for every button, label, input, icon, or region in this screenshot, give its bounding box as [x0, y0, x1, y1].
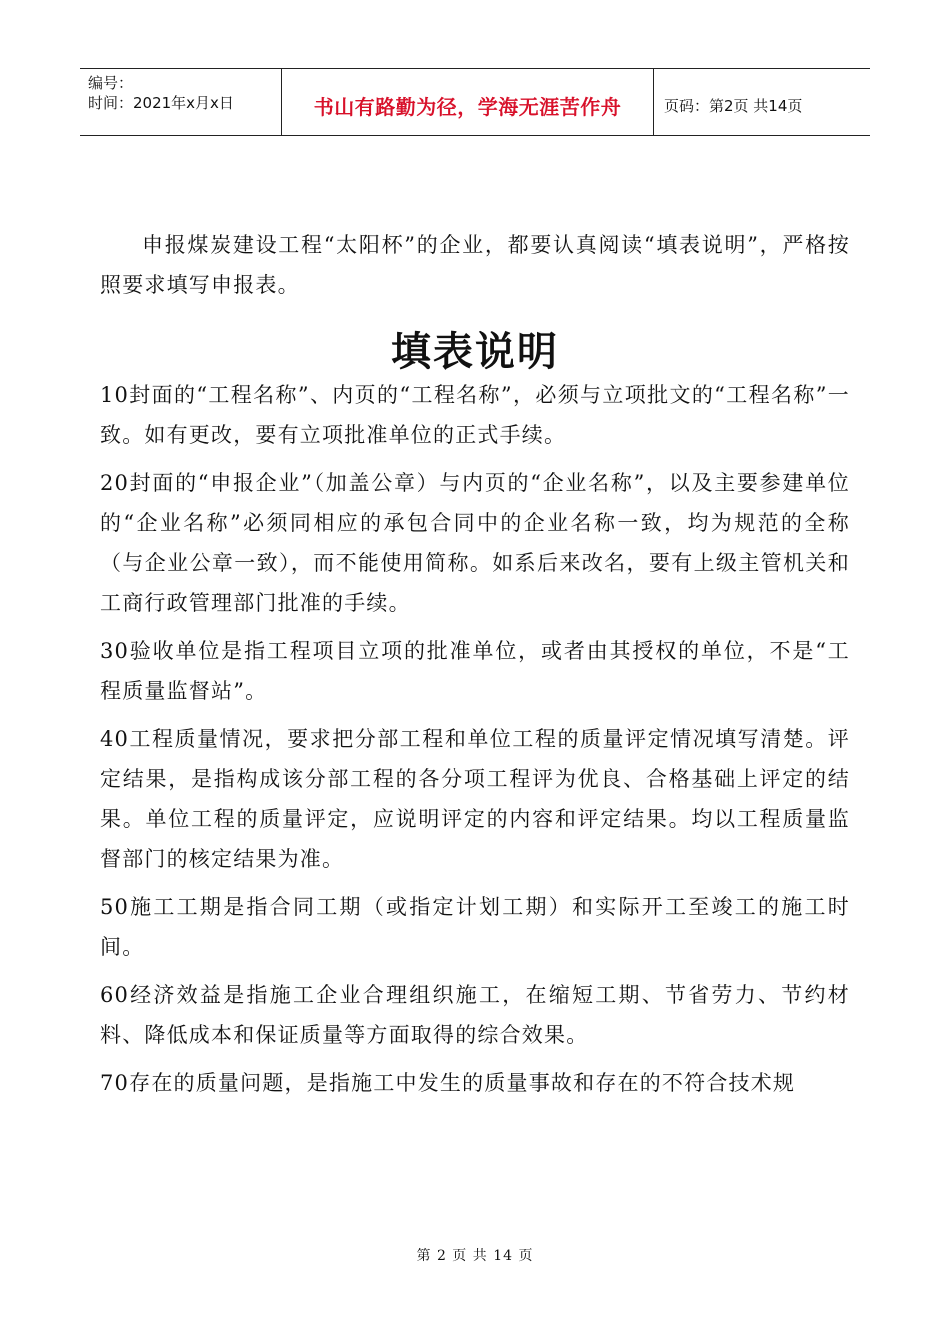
intro-paragraph: 申报煤炭建设工程“太阳杯”的企业，都要认真阅读“填表说明”，严格按照要求填写申报表。	[100, 233, 850, 297]
instruction-item-4: 40工程质量情况，要求把分部工程和单位工程的质量评定情况填写清楚。评定结果，是指构成该分部工程的各分项工程评为优良、合格基础上评定的结果。单位工程的质量评定，应说明评定的内容和评定结果。均以工程质量监督部门的核定结果为准。	[100, 727, 850, 871]
header-code-label: 编号：	[88, 74, 134, 92]
page-title: 填表说明	[391, 329, 559, 375]
instruction-item-3: 30验收单位是指工程项目立项的批准单位，或者由其授权的单位，不是“工程质量监督站”。	[100, 639, 850, 703]
header-motto-cell	[282, 69, 654, 135]
header-page-info: 页码：第2页 共14页	[664, 96, 803, 115]
instruction-item-2: 20封面的“申报企业”（加盖公章）与内页的“企业名称”，以及主要参建单位的“企业名称”必须同相应的承包合同中的企业名称一致，均为规范的全称（与企业公章一致），而不能使用简称。如系后来改名，要有上级主管机关和工商行政管理部门批准的手续。	[100, 471, 850, 615]
instruction-list	[100, 375, 850, 1111]
page-footer: 第 2 页 共 14 页	[416, 1248, 534, 1264]
instruction-item-6: 60经济效益是指施工企业合理组织施工，在缩短工期、节省劳力、节约材料、降低成本和保证质量等方面取得的综合效果。	[100, 983, 850, 1047]
document-header	[80, 68, 870, 136]
header-motto: 书山有路勤为径，学海无涯苦作舟	[313, 94, 622, 119]
header-page-cell	[654, 69, 870, 135]
instruction-item-7: 70存在的质量问题，是指施工中发生的质量事故和存在的不符合技术规	[100, 1071, 796, 1095]
instruction-item-5: 50施工工期是指合同工期（或指定计划工期）和实际开工至竣工的施工时间。	[100, 895, 850, 959]
instruction-item-1: 10封面的“工程名称”、内页的“工程名称”，必须与立项批文的“工程名称”一致。如有更改，要有立项批准单位的正式手续。	[100, 383, 850, 447]
header-info-cell	[80, 69, 282, 135]
header-date-label: 时间：2021年x月x日	[88, 94, 234, 112]
